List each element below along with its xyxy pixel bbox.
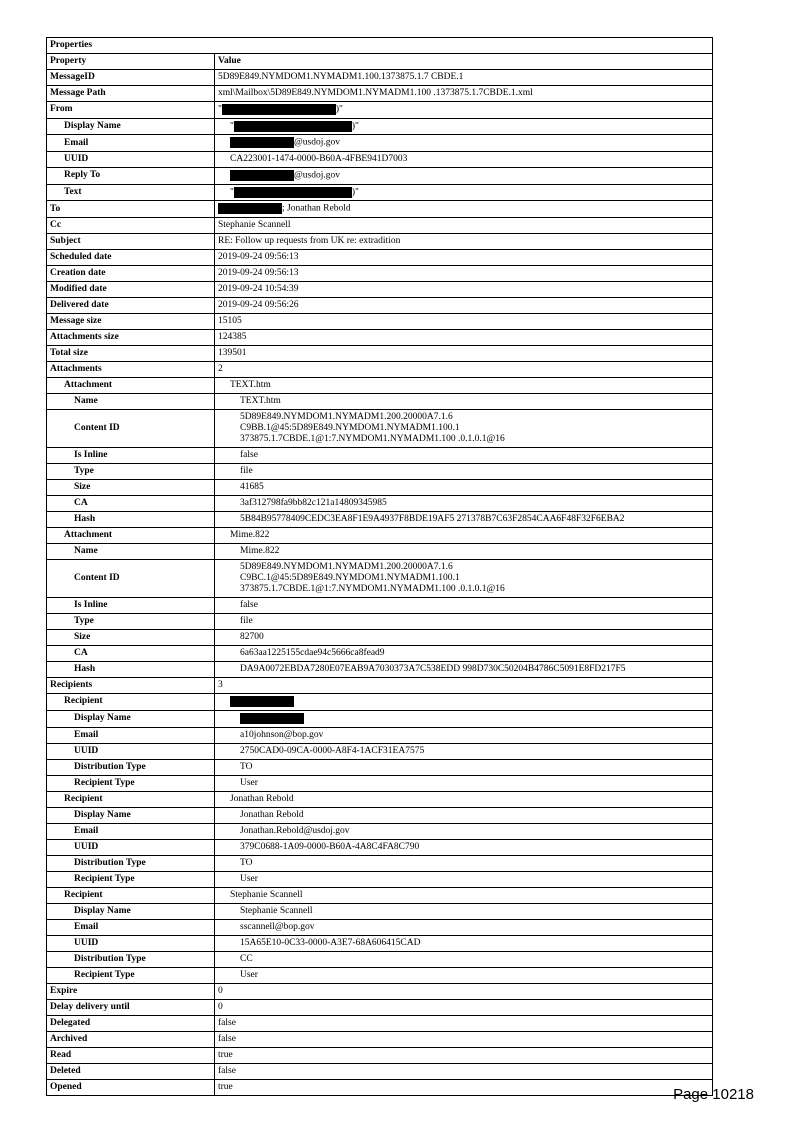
property-name: CA [47,646,215,662]
table-row [47,464,713,480]
property-name: Is Inline [47,598,215,614]
property-name: Expire [47,983,215,999]
redaction-block [230,170,294,181]
property-value: false [215,1015,713,1031]
property-value: 2 [215,362,713,378]
value-suffix: ; Jonathan Rebold [282,204,351,215]
property-name: Email [47,919,215,935]
property-name: Email [47,135,215,152]
property-name: Name [47,544,215,560]
property-value: false [215,448,713,464]
property-name: Read [47,1047,215,1063]
property-name: Content ID [47,560,215,598]
table-row [47,646,713,662]
property-value: Stephanie Scannell [215,887,713,903]
property-value: 0 [215,999,713,1015]
property-value: 2019-09-24 09:56:13 [215,266,713,282]
property-value: file [215,464,713,480]
property-name: Cc [47,218,215,234]
table-row [47,282,713,298]
property-value: Jonathan Rebold [215,791,713,807]
property-value [215,710,713,727]
property-name: Size [47,480,215,496]
table-row [47,855,713,871]
table-row [47,118,713,135]
table-row [47,871,713,887]
property-value [215,118,713,135]
table-row [47,678,713,694]
property-name: Recipient Type [47,775,215,791]
property-name: Hash [47,662,215,678]
table-row [47,1079,713,1095]
property-value: Jonathan Rebold [215,807,713,823]
table-row [47,1047,713,1063]
property-value: Stephanie Scannell [215,903,713,919]
table-row [47,330,713,346]
table-row [47,512,713,528]
table-row [47,448,713,464]
property-name: Opened [47,1079,215,1095]
table-row [47,759,713,775]
table-row [47,378,713,394]
property-name: Creation date [47,266,215,282]
table-title: Properties [47,38,713,54]
property-name: Email [47,727,215,743]
property-value: 0 [215,983,713,999]
table-row [47,967,713,983]
page-number: Page 10218 [673,1086,754,1103]
property-value: TEXT.htm [215,378,713,394]
table-row [47,919,713,935]
property-value: a10johnson@bop.gov [215,727,713,743]
table-row [47,983,713,999]
properties-table [46,37,713,1096]
table-row [47,903,713,919]
table-row [47,528,713,544]
property-name: Deleted [47,1063,215,1079]
property-value: 82700 [215,630,713,646]
property-value [215,184,713,201]
value-prefix: " [230,187,234,198]
property-name: Recipient Type [47,871,215,887]
table-row [47,662,713,678]
table-row [47,480,713,496]
property-value: Jonathan.Rebold@usdoj.gov [215,823,713,839]
table-row [47,775,713,791]
property-value: 15A65E10-0C33-0000-A3E7-68A606415CAD [215,935,713,951]
property-value: 3 [215,678,713,694]
table-row [47,887,713,903]
property-value [215,135,713,152]
table-row [47,694,713,711]
table-row [47,168,713,185]
table-row [47,266,713,282]
value-suffix: )" [351,187,359,198]
property-name: Archived [47,1031,215,1047]
property-value: 6a63aa1225155cdae94c5666ca8fead9 [215,646,713,662]
property-value: 379C0688-1A09-0000-B60A-4A8C4FA8C790 [215,839,713,855]
property-value: 5D89E849.NYMDOM1.NYMADM1.100.1373875.1.7 CBDE.1 [215,70,713,86]
property-name: Recipient Type [47,967,215,983]
property-value: true [215,1047,713,1063]
table-row [47,999,713,1015]
redaction-block [230,696,294,707]
property-value: 5D89E849.NYMDOM1.NYMADM1.200.20000A7.1.6 C9BC.1@45:5D89E849.NYMDOM1.NYMADM1.100.1 373875.1.7CBDE.1@1:7.NYMDOM1.NYMADM1.100 .0.1.0.1@16 [215,560,713,598]
property-name: Message size [47,314,215,330]
property-value: file [215,614,713,630]
property-value: User [215,871,713,887]
property-name: Attachments size [47,330,215,346]
property-name: UUID [47,743,215,759]
property-value: 139501 [215,346,713,362]
table-row [47,184,713,201]
property-value: Mime.822 [215,528,713,544]
property-value: 2019-09-24 09:56:13 [215,250,713,266]
table-row [47,630,713,646]
property-value [215,694,713,711]
property-name: Display Name [47,807,215,823]
property-name: Subject [47,234,215,250]
table-row [47,314,713,330]
property-name: Delegated [47,1015,215,1031]
property-name: Type [47,614,215,630]
property-value: DA9A0072EBDA7280E07EAB9A7030373A7C538EDD 998D730C50204B4786C5091E8FD217F5 [215,662,713,678]
table-row [47,86,713,102]
property-name: Display Name [47,903,215,919]
property-name: Email [47,823,215,839]
table-row [47,250,713,266]
property-value: true [215,1079,713,1095]
property-value: sscannell@bop.gov [215,919,713,935]
property-value: TO [215,855,713,871]
value-suffix: @usdoj.gov [294,138,340,149]
property-value: User [215,775,713,791]
property-name: Attachments [47,362,215,378]
property-name: Attachment [47,528,215,544]
value-prefix: " [218,104,222,115]
table-row [47,614,713,630]
value-suffix: @usdoj.gov [294,170,340,181]
property-value [215,102,713,119]
table-row [47,1031,713,1047]
property-value: Stephanie Scannell [215,218,713,234]
property-name: Name [47,394,215,410]
table-row [47,135,713,152]
property-value: 2019-09-24 09:56:26 [215,298,713,314]
property-value: 5B84B95778409CEDC3EA8F1E9A4937F8BDE19AF5 271378B7C63F2854CAA6F48F32F6EBA2 [215,512,713,528]
property-value: User [215,967,713,983]
redaction-block [240,713,304,724]
property-name: From [47,102,215,119]
table-row [47,743,713,759]
redaction-block [234,187,352,198]
table-row [47,496,713,512]
table-row [47,1015,713,1031]
property-value [215,201,713,218]
property-value: 41685 [215,480,713,496]
table-row [47,152,713,168]
property-name: Reply To [47,168,215,185]
property-name: Total size [47,346,215,362]
table-row [47,544,713,560]
property-name: Recipient [47,791,215,807]
value-suffix: )" [335,104,343,115]
table-row [47,710,713,727]
redaction-block [230,137,294,148]
property-name: Text [47,184,215,201]
property-value: 124385 [215,330,713,346]
property-name: Recipient [47,887,215,903]
property-value: TEXT.htm [215,394,713,410]
property-value: 2019-09-24 10:54:39 [215,282,713,298]
property-name: Type [47,464,215,480]
redaction-block [234,121,352,132]
table-row [47,410,713,448]
table-row [47,394,713,410]
property-value: TO [215,759,713,775]
table-row [47,935,713,951]
property-name: Hash [47,512,215,528]
property-name: Delivered date [47,298,215,314]
table-row [47,70,713,86]
property-name: To [47,201,215,218]
property-name: Distribution Type [47,855,215,871]
redaction-block [222,104,336,115]
value-prefix: " [230,121,234,132]
property-value: 15105 [215,314,713,330]
header-property: Property [47,54,215,70]
property-name: MessageID [47,70,215,86]
table-row [47,362,713,378]
property-value: false [215,1031,713,1047]
table-row [47,807,713,823]
header-value: Value [215,54,713,70]
table-row [47,560,713,598]
table-row [47,102,713,119]
table-header-row [47,54,713,70]
table-row [47,346,713,362]
property-name: UUID [47,152,215,168]
property-value: xml\Mailbox\5D89E849.NYMDOM1.NYMADM1.100 .1373875.1.7CBDE.1.xml [215,86,713,102]
property-name: Distribution Type [47,759,215,775]
value-suffix: )" [351,121,359,132]
property-name: CA [47,496,215,512]
table-title-row [47,38,713,54]
property-name: UUID [47,839,215,855]
property-value [215,168,713,185]
table-row [47,218,713,234]
table-row [47,727,713,743]
properties-table-body [47,38,713,1096]
table-row [47,598,713,614]
property-name: Delay delivery until [47,999,215,1015]
property-name: Size [47,630,215,646]
property-name: Content ID [47,410,215,448]
table-row [47,1063,713,1079]
table-row [47,839,713,855]
property-name: Is Inline [47,448,215,464]
table-row [47,951,713,967]
table-row [47,234,713,250]
property-value: RE: Follow up requests from UK re: extradition [215,234,713,250]
property-name: Display Name [47,118,215,135]
property-value: 3af312798fa9bb82c121a14809345985 [215,496,713,512]
property-name: Modified date [47,282,215,298]
table-row [47,791,713,807]
property-name: Distribution Type [47,951,215,967]
redaction-block [218,203,282,214]
property-name: Attachment [47,378,215,394]
table-row [47,201,713,218]
property-name: Recipients [47,678,215,694]
property-name: Scheduled date [47,250,215,266]
table-row [47,298,713,314]
property-value: CC [215,951,713,967]
table-row [47,823,713,839]
property-value: CA223001-1474-0000-B60A-4FBE941D7003 [215,152,713,168]
property-value: false [215,598,713,614]
property-name: Display Name [47,710,215,727]
property-value: 5D89E849.NYMDOM1.NYMADM1.200.20000A7.1.6 C9BB.1@45:5D89E849.NYMDOM1.NYMADM1.100.1 373875.1.7CBDE.1@1:7.NYMDOM1.NYMADM1.100 .0.1.0.1@16 [215,410,713,448]
property-value: 2750CAD0-09CA-0000-A8F4-1ACF31EA7575 [215,743,713,759]
property-value: false [215,1063,713,1079]
property-name: Recipient [47,694,215,711]
property-value: Mime.822 [215,544,713,560]
property-name: UUID [47,935,215,951]
property-name: Message Path [47,86,215,102]
